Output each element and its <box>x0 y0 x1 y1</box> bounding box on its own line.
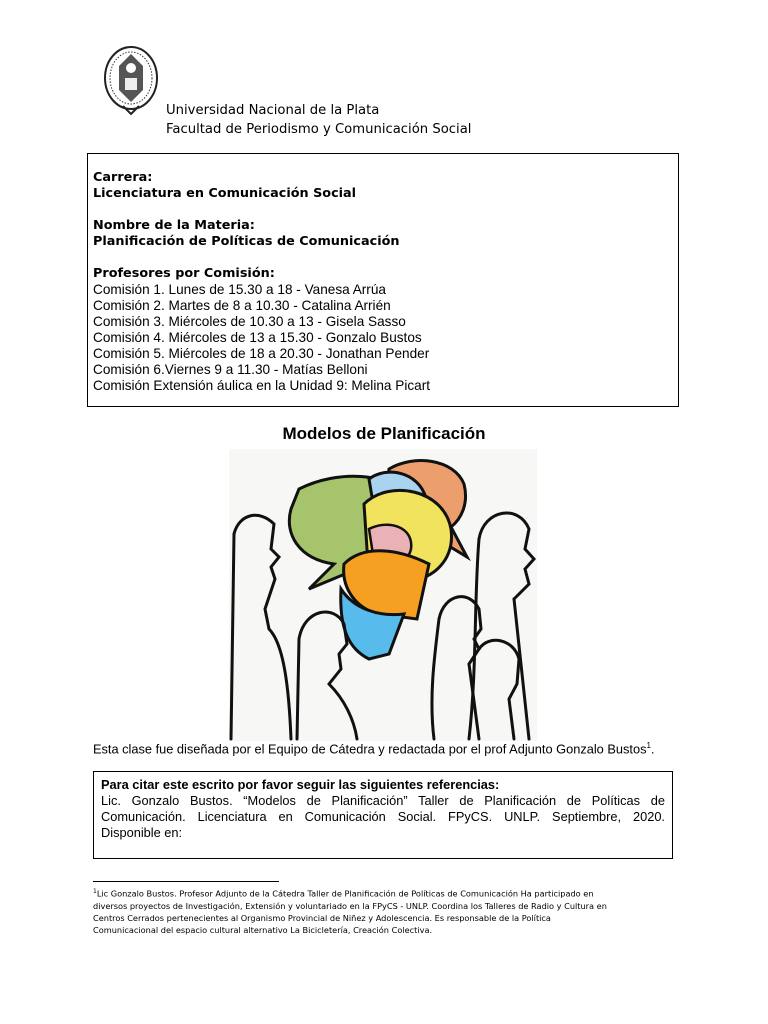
authorship-credit <box>93 741 654 756</box>
commission-line: Comisión 4. Miércoles de 13 a 15.30 - Gonzalo Bustos <box>93 330 422 345</box>
subject-label: Nombre de la Materia: <box>93 218 255 233</box>
footnote-line: diversos proyectos de Investigación, Extensión y voluntariado en la FPyCS - UNLP. Coordina los Talleres de Radio y Cultura en <box>93 900 607 911</box>
faculty-name: Facultad de Periodismo y Comunicación Social <box>166 122 472 137</box>
page-title: Modelos de Planificación <box>282 424 486 443</box>
footnote-separator <box>93 881 279 882</box>
career-value: Licenciatura en Comunicación Social <box>93 186 357 201</box>
credit-text: Esta clase fue diseñada por el Equipo de Cátedra y redactada por el prof Adjunto Gonzalo Bustos <box>93 741 647 757</box>
citation-line: Lic. Gonzalo Bustos. “Modelos de Planificación” Taller de Planificación de Políticas de <box>101 793 665 808</box>
footnote-line: Comunicacional del espacio cultural alternativo La Bicicletería, Creación Colectiva. <box>93 924 433 935</box>
commission-line: Comisión 2. Martes de 8 a 10.30 - Catalina Arrién <box>93 298 391 313</box>
commission-line: Comisión 3. Miércoles de 10.30 a 13 - Gisela Sasso <box>93 314 406 329</box>
citation-box <box>93 771 673 859</box>
footnote-reference[interactable]: 1 <box>646 741 651 750</box>
commission-line: Comisión 6.Viernes 9 a 11.30 - Matías Belloni <box>93 362 368 377</box>
footnote <box>93 886 683 936</box>
commission-line: Comisión 5. Miércoles de 18 a 20.30 - Jonathan Pender <box>93 346 430 361</box>
speech-bubbles-illustration <box>229 449 537 741</box>
citation-available: Disponible en: <box>101 825 183 840</box>
subject-value: Planificación de Políticas de Comunicación <box>93 234 400 249</box>
footnote-line: Lic Gonzalo Bustos. Profesor Adjunto de la Cátedra Taller de Planificación de Políticas de Comunicación Ha participado en <box>96 888 594 899</box>
citation-heading: Para citar este escrito por favor seguir las siguientes referencias: <box>101 777 500 792</box>
citation-line: Comunicación. Licenciatura en Comunicación Social. FPyCS. UNLP. Septiembre, 2020. <box>101 809 665 824</box>
commission-line: Comisión Extensión áulica en la Unidad 9: Melina Picart <box>93 378 430 393</box>
course-info-box <box>87 153 679 407</box>
institution-header <box>166 101 471 139</box>
footnote-line: Centros Cerrados pertenecientes al Organismo Provincial de Niñez y Adolescencia. Es responsable de la Política <box>93 912 551 923</box>
credit-end: . <box>650 741 655 757</box>
career-label: Carrera: <box>93 170 153 185</box>
university-name: Universidad Nacional de la Plata <box>166 103 380 118</box>
professors-label: Profesores por Comisión: <box>93 266 275 281</box>
commission-line: Comisión 1. Lunes de 15.30 a 18 - Vanesa Arrúa <box>93 282 386 297</box>
footnote-mark: 1 <box>93 888 97 895</box>
university-seal-logo <box>103 44 159 116</box>
